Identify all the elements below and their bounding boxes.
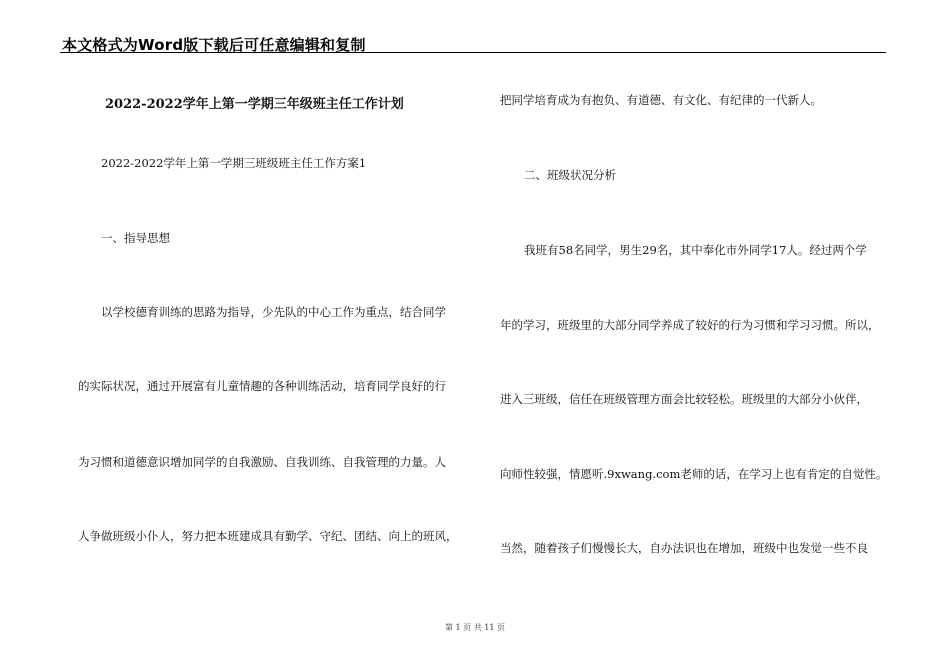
document-header: 本文格式为Word版下载后可任意编辑和复制	[62, 36, 366, 54]
paragraph-line: 进入三班级，信任在班级管理方面会比较轻松。班级里的大部分小伙伴，	[500, 392, 868, 406]
paragraph-line: 把同学培育成为有抱负、有道德、有文化、有纪律的一代新人。	[500, 93, 822, 107]
paragraph-line: 以学校德育训练的思路为指导，少先队的中心工作为重点，结合同学	[101, 305, 446, 319]
paragraph-line: 当然，随着孩子们慢慢长大，自办法识也在增加，班级中也发觉一些不良	[500, 541, 868, 555]
page-number: 第 1 页 共 11 页	[445, 623, 505, 632]
paragraph-line: 的实际状况，通过开展富有儿童情趣的各种训练活动，培育同学良好的行	[78, 379, 446, 393]
header-divider	[60, 52, 886, 53]
plan-subtitle: 2022-2022学年上第一学期三班级班主任工作方案1	[101, 156, 367, 170]
section-heading: 一、指导思想	[101, 231, 170, 245]
paragraph-line: 年的学习，班级里的大部分同学养成了较好的行为习惯和学习习惯。所以，	[500, 318, 880, 332]
paragraph-line: 向师性较强，情愿听.9xwang.com老师的话，在学习上也有肯定的自觉性。	[500, 467, 888, 481]
paragraph-line: 人争做班级小仆人，努力把本班建成具有勤学、守纪、团结、向上的班风，	[78, 529, 458, 543]
paragraph-line: 为习惯和道德意识增加同学的自我激励、自我训练、自我管理的力量。人	[78, 455, 446, 469]
section-heading: 二、班级状况分析	[524, 168, 616, 182]
document-title: 2022-2022学年上第一学期三年级班主任工作计划	[105, 97, 404, 112]
paragraph-line: 我班有58名同学，男生29名，其中奉化市外同学17人。经过两个学	[524, 243, 867, 257]
